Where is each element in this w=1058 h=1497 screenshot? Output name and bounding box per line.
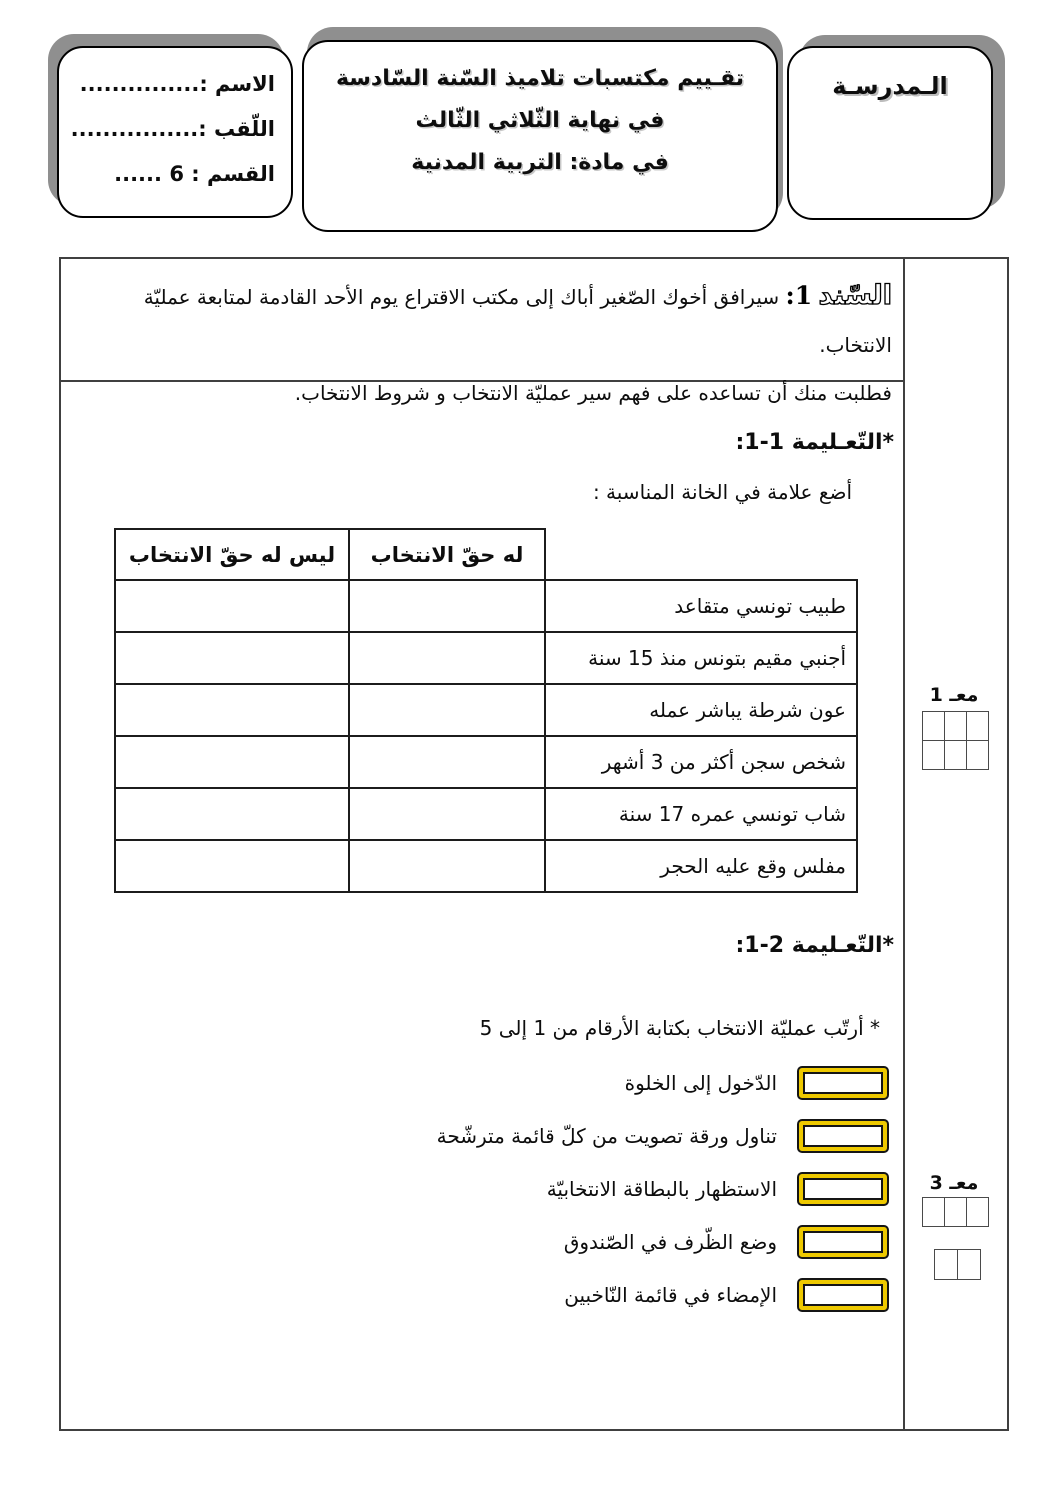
school-label: الـمدرسـة (832, 72, 948, 100)
criterion-3-label: معـ 3 (929, 1172, 979, 1194)
answer-cell-no-right[interactable] (115, 788, 349, 840)
criterion-1-grid (922, 711, 989, 770)
answer-cell-has-right[interactable] (349, 684, 545, 736)
exam-title-line1: تقـييم مكتسبات تلاميذ السّنة السّادسة (335, 66, 745, 91)
table-row (115, 788, 857, 840)
mark-cell[interactable] (945, 1198, 967, 1227)
support-text (74, 272, 892, 417)
mark-cell[interactable] (967, 1198, 989, 1227)
list-item (385, 1268, 895, 1321)
order-number-box[interactable] (799, 1121, 887, 1151)
support-line2: فطلبت منك أن تساعده على فهم سير عمليّة الانتخاب و شروط الانتخاب. (294, 381, 892, 405)
answer-cell-has-right[interactable] (349, 632, 545, 684)
step-label: تناول ورقة تصويت من كلّ قائمة مترشّحة (436, 1123, 777, 1148)
table-corner-cell (545, 529, 857, 580)
list-item (385, 1109, 895, 1162)
instruction-1-1-title: *التّعـليمة 1-1: (735, 430, 894, 455)
student-info-box (57, 46, 293, 218)
exam-title-line3: في مادة: التربية المدنية (411, 150, 669, 175)
table-row (115, 684, 857, 736)
row-label: مفلس وقع عليه الحجر (545, 840, 857, 892)
table-row (115, 840, 857, 892)
answer-cell-no-right[interactable] (115, 580, 349, 632)
support-line1 (74, 272, 892, 369)
support-sentence1: سيرافق أخوك الصّغير أباك إلى مكتب الاقتراع يوم الأحد القادمة لمتابعة عمليّة الانتخاب. (143, 285, 892, 357)
order-number-box[interactable] (799, 1280, 887, 1310)
bonus-mark-grid (934, 1249, 981, 1280)
mark-cell[interactable] (923, 741, 945, 770)
mark-cell[interactable] (945, 712, 967, 741)
class-field[interactable]: القسم : 6 ...... (114, 162, 275, 186)
answer-cell-no-right[interactable] (115, 840, 349, 892)
step-label: وضع الظّرف في الصّندوق (563, 1229, 777, 1254)
instruction-1-2-title: *التّعـليمة 2-1: (735, 933, 894, 958)
step-label: الاستظهار بالبطاقة الانتخابيّة (546, 1176, 777, 1201)
exam-title-line2: في نهاية الثّلاثي الثّالث (415, 108, 665, 133)
name-field[interactable]: الاسم :............... (79, 72, 275, 96)
support-number: 1: (785, 281, 813, 310)
mark-cell[interactable] (958, 1250, 981, 1280)
support-label: السّند (818, 280, 892, 311)
table-header-row (115, 529, 857, 580)
list-item (385, 1056, 895, 1109)
answer-cell-has-right[interactable] (349, 788, 545, 840)
margin-column-divider (903, 257, 905, 1429)
order-number-box[interactable] (799, 1068, 887, 1098)
row-label: طبيب تونسي متقاعد (545, 580, 857, 632)
answer-cell-no-right[interactable] (115, 684, 349, 736)
mark-cell[interactable] (923, 712, 945, 741)
step-label: الدّخول إلى الخلوة (624, 1070, 777, 1095)
mark-cell[interactable] (923, 1198, 945, 1227)
answer-cell-has-right[interactable] (349, 736, 545, 788)
answer-cell-has-right[interactable] (349, 580, 545, 632)
instruction-1-2-prompt: * أرتّب عمليّة الانتخاب بكتابة الأرقام من 1 إلى 5 (479, 1016, 880, 1040)
criterion-1-label: معـ 1 (929, 684, 979, 706)
voting-rights-table (114, 528, 858, 893)
column-header-has-right: له حقّ الانتخاب (349, 529, 545, 580)
answer-cell-no-right[interactable] (115, 632, 349, 684)
order-number-box[interactable] (799, 1227, 887, 1257)
answer-cell-no-right[interactable] (115, 736, 349, 788)
row-label: عون شرطة يباشر عمله (545, 684, 857, 736)
row-label: أجنبي مقيم بتونس منذ 15 سنة (545, 632, 857, 684)
criterion-3-grid (922, 1197, 989, 1227)
mark-cell[interactable] (935, 1250, 958, 1280)
row-label: شاب تونسي عمره 17 سنة (545, 788, 857, 840)
column-header-no-right: ليس له حقّ الانتخاب (115, 529, 349, 580)
table-row (115, 736, 857, 788)
list-item (385, 1162, 895, 1215)
list-item (385, 1215, 895, 1268)
step-label: الإمضاء في قائمة النّاخبين (564, 1282, 777, 1307)
answer-cell-has-right[interactable] (349, 840, 545, 892)
instruction-1-1-prompt: أضع علامة في الخانة المناسبة : (592, 480, 852, 504)
ordering-steps-list (385, 1056, 895, 1321)
school-box (787, 46, 993, 220)
mark-cell[interactable] (945, 741, 967, 770)
mark-cell[interactable] (967, 712, 989, 741)
surname-field[interactable]: اللّقب :................ (70, 117, 275, 141)
exam-title-box (302, 40, 778, 232)
order-number-box[interactable] (799, 1174, 887, 1204)
table-row (115, 632, 857, 684)
mark-cell[interactable] (967, 741, 989, 770)
row-label: شخص سجن أكثر من 3 أشهر (545, 736, 857, 788)
table-row (115, 580, 857, 632)
